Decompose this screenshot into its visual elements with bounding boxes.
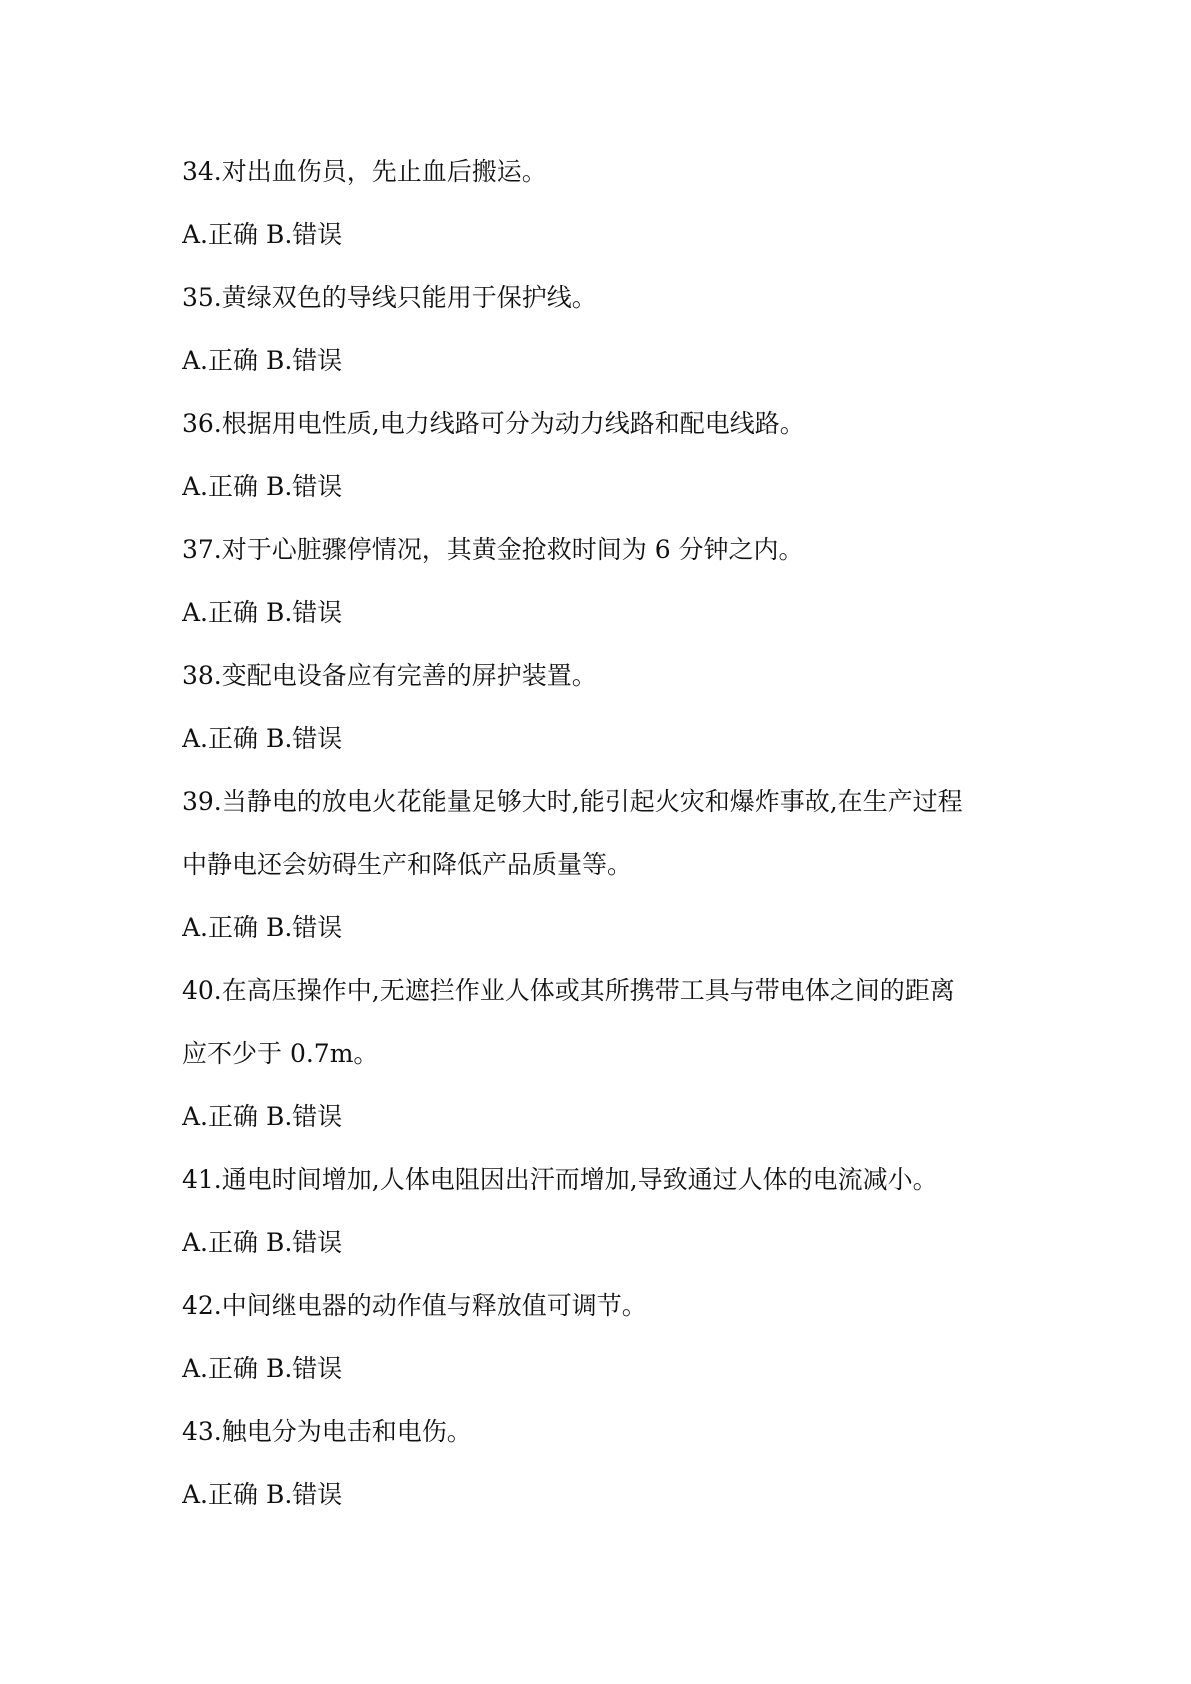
answer-options-43: A.正确 B.错误	[182, 1480, 343, 1509]
question-36: 36.根据用电性质,电力线路可分为动力线路和配电线路。	[182, 409, 805, 438]
answer-options-41: A.正确 B.错误	[182, 1228, 343, 1257]
answer-options-34: A.正确 B.错误	[182, 220, 343, 249]
question-35: 35.黄绿双色的导线只能用于保护线。	[182, 283, 597, 312]
answer-options-38: A.正确 B.错误	[182, 724, 343, 753]
question-41: 41.通电时间增加,人体电阻因出汗而增加,导致通过人体的电流减小。	[182, 1165, 938, 1194]
question-list	[182, 150, 1042, 1536]
answer-options-39: A.正确 B.错误	[182, 913, 343, 942]
question-38: 38.变配电设备应有完善的屏护装置。	[182, 661, 597, 690]
answer-options-37: A.正确 B.错误	[182, 598, 343, 627]
answer-options-42: A.正确 B.错误	[182, 1354, 343, 1383]
question-39: 39.当静电的放电火花能量足够大时,能引起火灾和爆炸事故,在生产过程	[182, 787, 963, 816]
answer-options-35: A.正确 B.错误	[182, 346, 343, 375]
question-39-continued: 中静电还会妨碍生产和降低产品质量等。	[182, 850, 633, 879]
question-43: 43.触电分为电击和电伤。	[182, 1417, 472, 1446]
question-40-continued: 应不少于 0.7m。	[182, 1039, 379, 1068]
question-37: 37.对于心脏骤停情况，其黄金抢救时间为 6 分钟之内。	[182, 535, 804, 564]
question-34: 34.对出血伤员，先止血后搬运。	[182, 157, 547, 186]
answer-options-36: A.正确 B.错误	[182, 472, 343, 501]
answer-options-40: A.正确 B.错误	[182, 1102, 343, 1131]
question-40: 40.在高压操作中,无遮拦作业人体或其所携带工具与带电体之间的距离	[182, 976, 955, 1005]
question-42: 42.中间继电器的动作值与释放值可调节。	[182, 1291, 647, 1320]
